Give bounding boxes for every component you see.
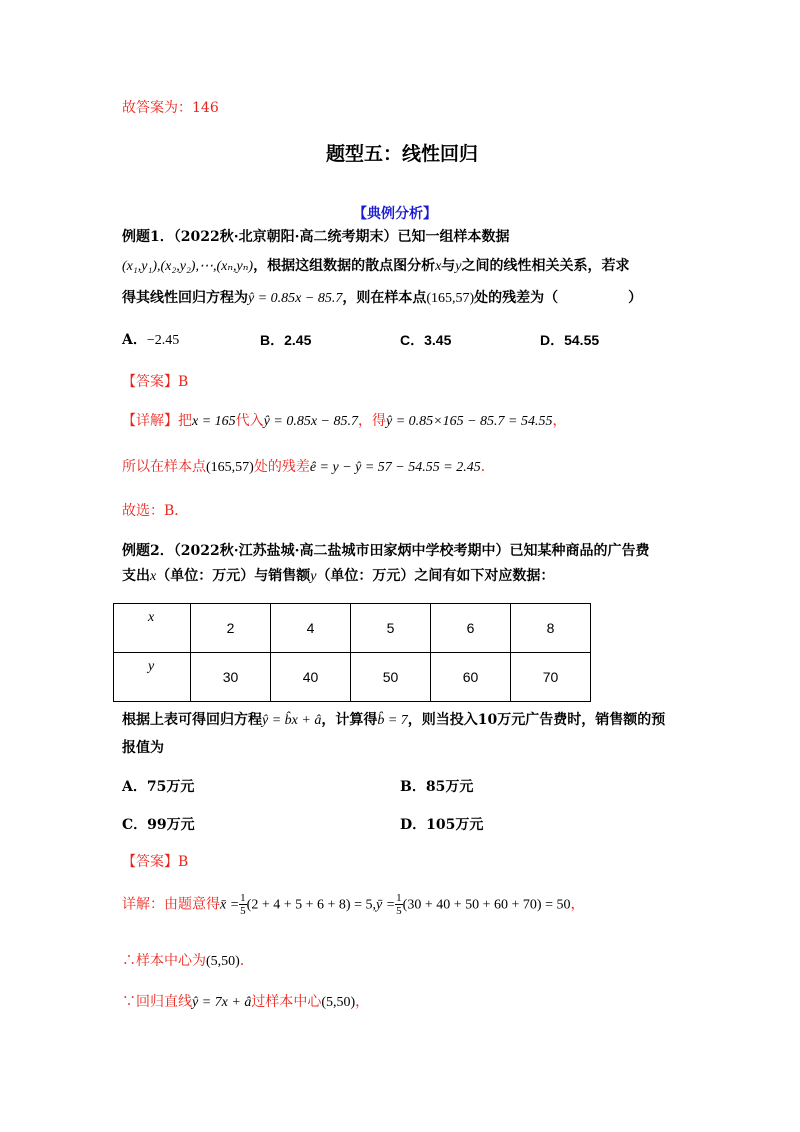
text: ，则当投入10万元广告费时，销售额的预 (407, 712, 666, 728)
x-bar: x̄ = (220, 897, 240, 913)
text: ． (480, 459, 495, 475)
option-a (122, 329, 179, 349)
text: 代入 (235, 413, 264, 429)
var-y: y (310, 569, 317, 584)
y-bar: ȳ = (375, 897, 396, 913)
example2-detail (122, 892, 584, 917)
example1-residual (122, 456, 495, 476)
table-cell: 60 (431, 653, 511, 702)
var-y: y (455, 259, 462, 274)
example2-line2 (122, 565, 554, 585)
text: 与 (441, 258, 456, 274)
sum-x: (2 + 4 + 5 + 6 + 8) = 5, (246, 897, 376, 913)
text: （单位：万元）之间有如下对应数据： (316, 568, 555, 584)
text: 得其线性回归方程为 (122, 290, 248, 306)
regression-equation: ŷ = 0.85x − 85.7 (248, 291, 343, 306)
example2-answer: 【答案】B (122, 854, 189, 870)
table-cell: 4 (271, 604, 351, 653)
table-row-label-y: y (114, 653, 191, 702)
fraction (239, 892, 247, 917)
table-cell: 50 (351, 653, 431, 702)
option-d: D．105万元 (400, 817, 484, 833)
option-b: B．85万元 (400, 779, 474, 795)
table-cell: 5 (351, 604, 431, 653)
table-row (114, 604, 591, 653)
example2-question (122, 709, 665, 729)
text: ，则在样本点 (342, 290, 427, 306)
fraction (395, 892, 403, 917)
sample-center: (5,50) (206, 954, 240, 969)
fraction-numerator: 1 (396, 892, 402, 904)
example2-heading: 例题2．（2022秋·江苏盐城·高二盐城市田家炳中学校考期中）已知某种商品的广告费 (122, 543, 650, 559)
calculation: ŷ = 0.85×165 − 85.7 = 54.55 (386, 414, 553, 429)
previous-answer: 故答案为：146 (122, 100, 219, 116)
data-table (113, 603, 591, 702)
sample-point: (165,57) (426, 291, 475, 306)
option-c: C．99万元 (122, 817, 195, 833)
text: （单位：万元）与销售额 (156, 568, 311, 584)
residual-equation: ê = y − ŷ = 57 − 54.55 = 2.45 (309, 460, 481, 475)
table-cell: 30 (191, 653, 271, 702)
option-a-label: A． (122, 332, 147, 348)
table-cell: 6 (431, 604, 511, 653)
example2-question-line2: 报值为 (122, 740, 164, 756)
table-cell: 70 (511, 653, 591, 702)
text: ， (355, 994, 370, 1010)
var-x: x (435, 259, 442, 274)
option-a-value: −2.45 (146, 333, 180, 348)
table-cell: 8 (511, 604, 591, 653)
example1-line3 (122, 287, 642, 307)
subsection-heading: 【典例分析】 (353, 206, 437, 222)
text: ∴样本中心为 (122, 953, 206, 969)
fraction-numerator: 1 (240, 892, 246, 904)
text: 根据上表可得回归方程 (122, 712, 262, 728)
x-value: x = 165 (192, 414, 236, 429)
text: ，得 (358, 413, 386, 429)
equation: ŷ = 0.85x − 85.7 (263, 414, 358, 429)
text: ，计算得 (321, 712, 378, 728)
text: ， (570, 896, 585, 913)
text: 之间的线性相关关系，若求 (461, 258, 630, 274)
table-row (114, 653, 591, 702)
table-cell: 40 (271, 653, 351, 702)
sample-point: (165,57) (206, 460, 254, 475)
text: ∵回归直线 (122, 994, 192, 1010)
sample-center-line (122, 950, 254, 970)
text: ，根据这组数据的散点图分析 (253, 258, 436, 274)
option-d: D．54.55 (540, 332, 600, 348)
text: 处的残差 (253, 459, 310, 475)
text: 详解：由题意得 (122, 896, 220, 913)
text: ， (552, 413, 567, 429)
example1-heading: 例题1．（2022秋·北京朝阳·高二统考期末）已知一组样本数据 (122, 229, 510, 245)
option-a: A．75万元 (122, 779, 195, 795)
sum-y: (30 + 40 + 50 + 60 + 70) = 50 (402, 897, 571, 913)
section-title: 题型五：线性回归 (326, 143, 479, 165)
table-row-label-x: x (114, 604, 191, 653)
text: 过样本中心 (251, 994, 322, 1010)
option-b: B．2.45 (260, 332, 312, 348)
option-c: C．3.45 (400, 332, 452, 348)
regression-equation: ŷ = b̂x + â (262, 713, 322, 728)
text: 处的残差为（ ） (474, 290, 643, 306)
example1-choice: 故选：B． (122, 503, 189, 519)
text: ． (239, 953, 254, 969)
regression-line: ŷ = 7x + â (192, 995, 252, 1010)
var-x: x (150, 569, 157, 584)
text: 把 (178, 413, 192, 429)
text: 所以在样本点 (122, 459, 206, 475)
example1-answer: 【答案】B (122, 374, 189, 390)
sample-center: (5,50) (321, 995, 356, 1010)
fraction-denominator: 5 (240, 905, 246, 917)
sample-data-math: (x₁,y₁),(x₂,y₂),⋯,(xₙ,yₙ) (122, 259, 254, 274)
text: 支出 (122, 568, 150, 584)
fraction-denominator: 5 (396, 905, 402, 917)
regression-line-statement (122, 991, 369, 1011)
detail-label: 【详解】 (122, 413, 178, 429)
example1-line2 (122, 255, 630, 275)
table-cell: 2 (191, 604, 271, 653)
b-hat-value: b̂ = 7 (377, 713, 408, 728)
example1-detail (122, 410, 567, 430)
